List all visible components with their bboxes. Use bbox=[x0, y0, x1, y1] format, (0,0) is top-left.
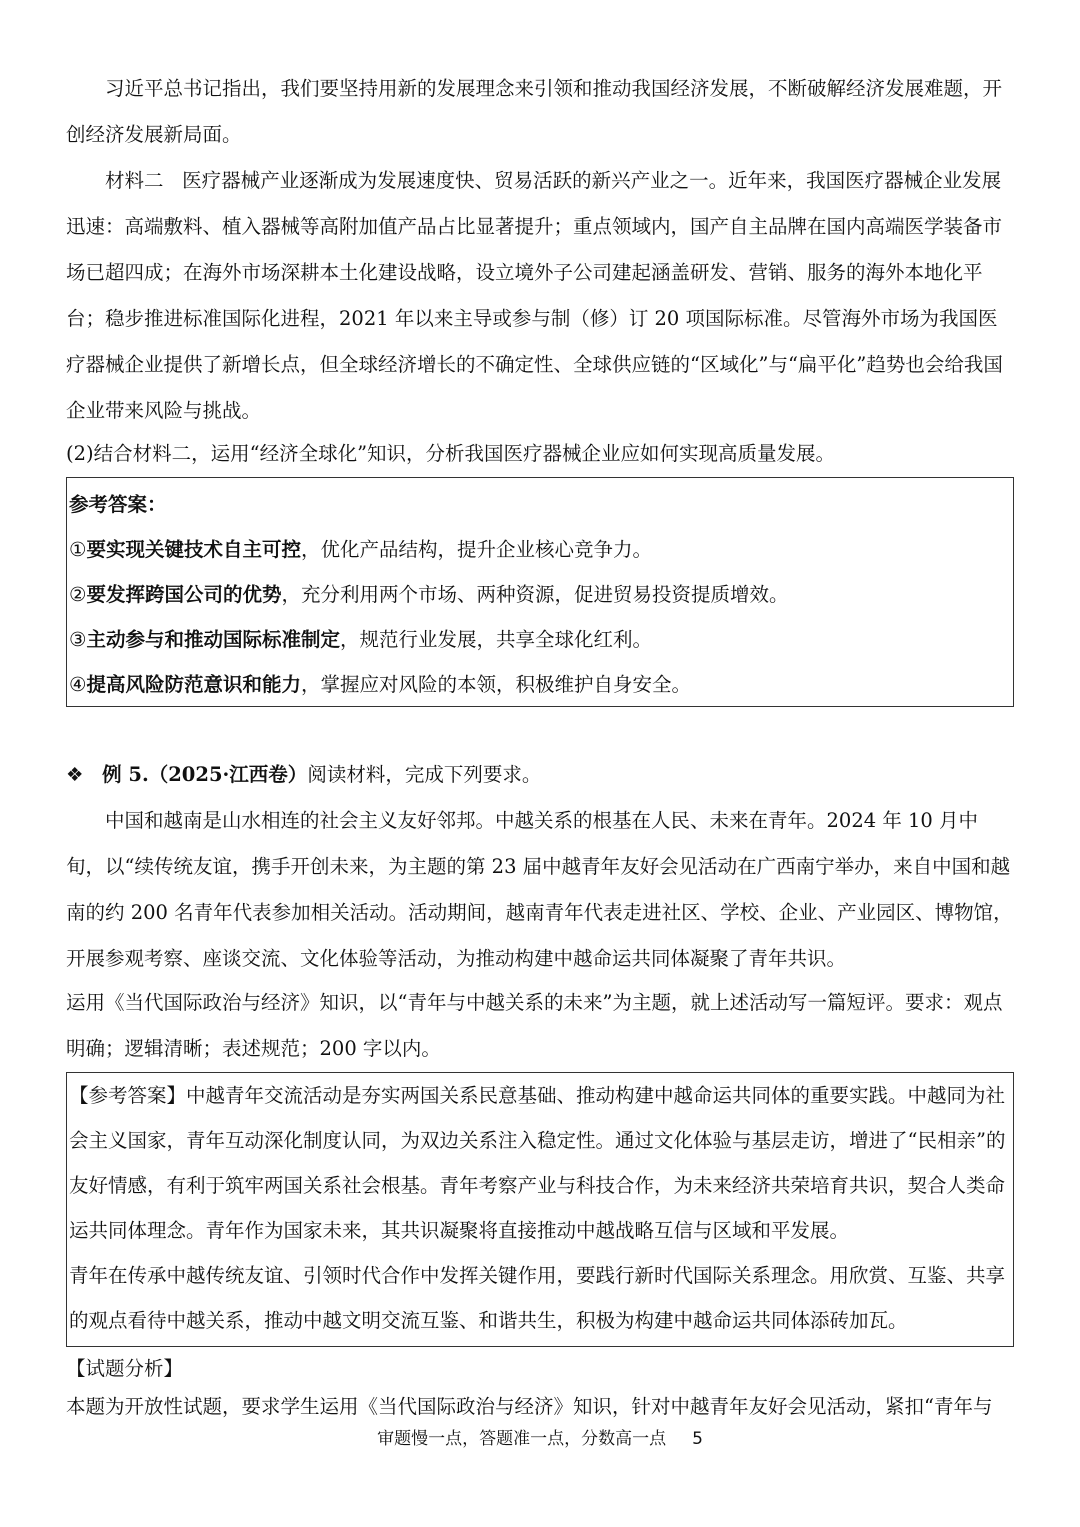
example-question: 运用《当代国际政治与经济》知识，以“青年与中越关系的未来”为主题，就上述活动写一篇短评。要求：观点明确；逻辑清晰；表述规范；200 字以内。 bbox=[66, 991, 1003, 1060]
answer-item: ④提高风险防范意识和能力，掌握应对风险的本领，积极维护自身安全。 bbox=[69, 673, 692, 696]
answer-box-two bbox=[66, 1072, 1014, 1347]
example-label: 例 5.（2025·江西卷） bbox=[102, 763, 308, 786]
example-five-heading bbox=[66, 760, 541, 790]
page-footer bbox=[0, 1424, 1080, 1449]
material-two-paragraph bbox=[66, 158, 1016, 434]
example-material: 中国和越南是山水相连的社会主义友好邻邦。中越关系的根基在人民、未来在青年。2024 年 10 月中旬，以“续传统友谊，携手开创未来，为主题的第 23 届中越青年友好会见活动在广西南宁举办，来自中国和越南的约 200 名青年代表参加相关活动。活动期间，越南青年代表走进社区、学校、企业、产业园区、博物馆，开展参观考察、座谈交流、文化体验等活动，为推动构建中越命运共同体凝聚了青年共识。 bbox=[66, 809, 1013, 970]
answer-item: ③主动参与和推动国际标准制定，规范行业发展，共享全球化红利。 bbox=[69, 628, 653, 651]
page-number: 5 bbox=[692, 1429, 703, 1449]
analysis-title: 【试题分析】 bbox=[66, 1357, 184, 1380]
material-two-label: 材料二 bbox=[105, 169, 164, 192]
answer-two-paragraph-2: 青年在传承中越传统友谊、引领时代合作中发挥关键作用，要践行新时代国际关系理念。用欣赏、互鉴、共享的观点看待中越关系，推动中越文明交流互鉴、和谐共生，积极为构建中越命运共同体添砖加瓦。 bbox=[69, 1264, 1006, 1332]
answer-two-paragraph-1: 【参考答案】中越青年交流活动是夯实两国关系民意基础、推动构建中越命运共同体的重要实践。中越同为社会主义国家，青年互动深化制度认同，为双边关系注入稳定性。通过文化体验与基层走访，增进了“民相亲”的友好情感，有利于筑牢两国关系社会根基。青年考察产业与科技合作，为未来经济共荣培育共识，契合人类命运共同体理念。青年作为国家未来，其共识凝聚将直接推动中越战略互信与区域和平发展。 bbox=[69, 1084, 1006, 1242]
example-instruction: 阅读材料，完成下列要求。 bbox=[307, 763, 542, 786]
analysis-text: 本题为开放性试题，要求学生运用《当代国际政治与经济》知识，针对中越青年友好会见活动，紧扣“青年与 bbox=[66, 1395, 993, 1418]
intro-paragraph: 习近平总书记指出，我们要坚持用新的发展理念来引领和推动我国经济发展，不断破解经济发展难题，开创经济发展新局面。 bbox=[66, 77, 1003, 146]
answer-item: ①要实现关键技术自主可控，优化产品结构，提升企业核心竞争力。 bbox=[69, 538, 653, 561]
question-two: (2)结合材料二，运用“经济全球化”知识，分析我国医疗器械企业应如何实现高质量发展。 bbox=[66, 442, 836, 465]
answer-item: ②要发挥跨国公司的优势，充分利用两个市场、两种资源，促进贸易投资提质增效。 bbox=[69, 583, 789, 606]
answer-title: 参考答案： bbox=[69, 493, 167, 516]
answer-box-one bbox=[66, 477, 1014, 707]
diamond-bullet-icon: ❖ bbox=[66, 763, 84, 786]
material-two-text: 医疗器械产业逐渐成为发展速度快、贸易活跃的新兴产业之一。近年来，我国医疗器械企业发展迅速：高端敷料、植入器械等高附加值产品占比显著提升；重点领域内，国产自主品牌在国内高端医学装备市场已超四成；在海外市场深耕本土化建设战略，设立境外子公司建起涵盖研发、营销、服务的海外本地化平台；稳步推进标准国际化进程，2021 年以来主导或参与制（修）订 20 项国际标准。尽管海外市场为我国医疗器械企业提供了新增长点，但全球经济增长的不确定性、全球供应链的“区域化”与“扁平化”趋势也会给我国企业带来风险与挑战。 bbox=[66, 169, 1003, 422]
footer-slogan: 审题慢一点，答题准一点，分数高一点 bbox=[377, 1429, 667, 1449]
